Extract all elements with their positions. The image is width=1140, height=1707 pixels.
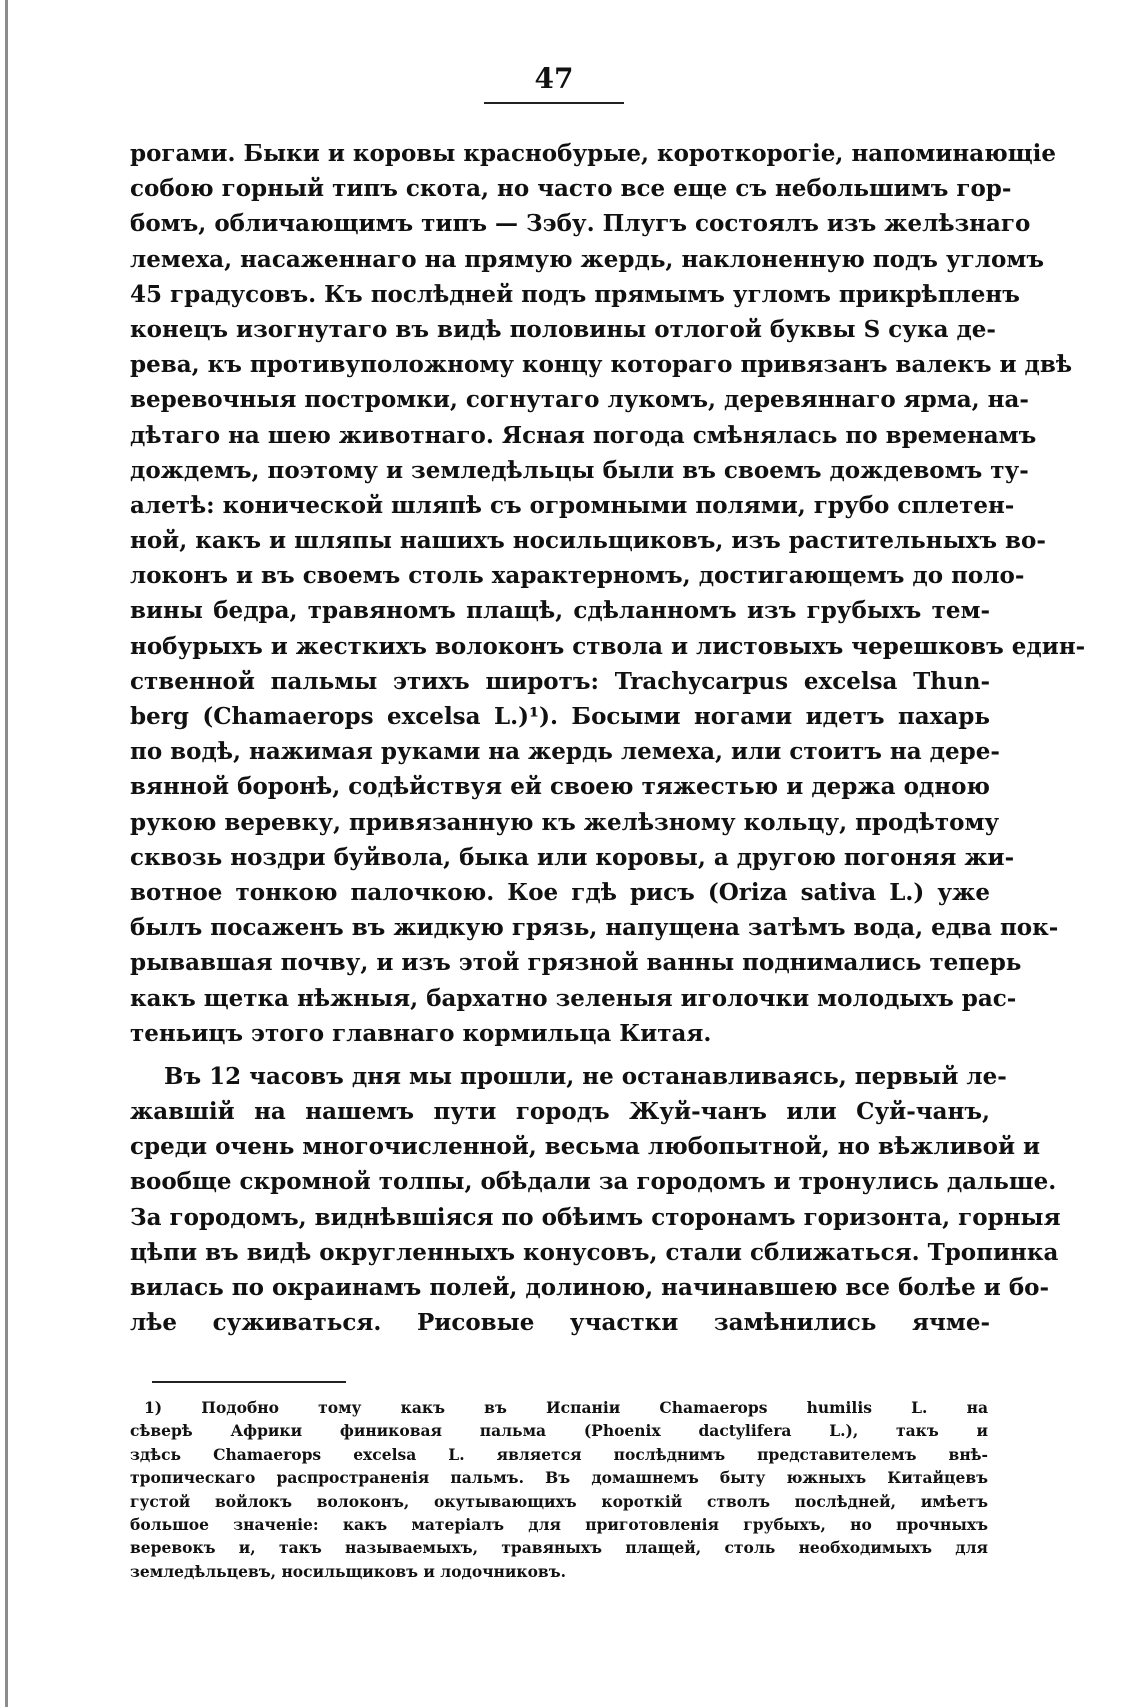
body-line: лѣе суживаться. Рисовые участки замѣнились ячме- <box>130 1309 990 1337</box>
page-number: 47 <box>534 62 574 95</box>
footnote-line: земледѣльцевъ, носильщиковъ и лодочниковъ. <box>130 1561 566 1581</box>
body-line: нобурыхъ и жесткихъ волоконъ ствола и листовыхъ черешковъ един- <box>130 632 1086 660</box>
body-line: по водѣ, нажимая руками на жердь лемеха, или стоитъ на дере- <box>130 738 1000 766</box>
body-line: былъ посаженъ въ жидкую грязь, напущена затѣмъ вода, едва пок- <box>130 914 1059 942</box>
body-line: алетѣ: конической шляпѣ съ огромными полями, грубо сплетен- <box>130 491 1015 519</box>
body-line: среди очень многочисленной, весьма любопытной, но вѣжливой и <box>130 1133 1041 1161</box>
body-line: За городомъ, виднѣвшіяся по обѣимъ сторонамъ горизонта, горныя <box>130 1203 1061 1231</box>
body-line-paragraph-end: теньицъ этого главнаго кормильца Китая. <box>130 1019 712 1047</box>
body-line: рывавшая почву, и изъ этой грязной ванны поднимались теперь <box>130 949 1022 977</box>
body-line: ной, какъ и шляпы нашихъ носильщиковъ, изъ растительныхъ во- <box>130 527 1046 555</box>
body-line: цѣпи въ видѣ округленныхъ конусовъ, стали сближаться. Тропинка <box>130 1238 1059 1266</box>
body-line: жавшій на нашемъ пути городъ Жуй-чанъ или Суй-чанъ, <box>130 1098 990 1126</box>
paragraph-gap <box>130 1051 990 1059</box>
footnote-line: веревокъ и, такъ называемыхъ, травяныхъ плащей, столь необходимыхъ для <box>130 1538 988 1558</box>
footnote-line: здѣсь Chamaerops excelsa L. является послѣднимъ представителемъ внѣ- <box>130 1444 988 1464</box>
body-line: веревочныя постромки, согнутаго лукомъ, деревяннаго ярма, на- <box>130 386 1029 414</box>
body-line: дѣтаго на шею животнаго. Ясная погода смѣнялась по временамъ <box>130 421 1037 449</box>
body-line: рева, къ противуположному концу котораго привязанъ валекъ и двѣ <box>130 351 1073 379</box>
footnote-line: сѣверѣ Африки финиковая пальма (Phoenix dactylifera L.), такъ и <box>130 1421 988 1441</box>
body-line: бомъ, обличающимъ типъ — Зэбу. Плугъ состоялъ изъ желѣзнаго <box>130 210 1031 238</box>
body-line: конецъ изогнутаго въ видѣ половины отлогой буквы S сука де- <box>130 315 996 343</box>
body-line: 45 градусовъ. Къ послѣдней подъ прямымъ угломъ прикрѣпленъ <box>130 280 1020 308</box>
body-line: собою горный типъ скота, но часто все еще съ небольшимъ гор- <box>130 175 1012 203</box>
footnote-line: 1) Подобно тому какъ въ Испаніи Chamaerops humilis L. на <box>144 1398 988 1417</box>
body-line-paragraph-start: Въ 12 часовъ дня мы прошли, не останавливаясь, первый ле- <box>164 1062 1007 1090</box>
body-line: дождемъ, поэтому и земледѣльцы были въ своемъ дождевомъ ту- <box>130 456 1029 484</box>
page-number-rule <box>484 102 624 104</box>
body-line: вилась по окраинамъ полей, долиною, начинавшею все болѣе и бо- <box>130 1274 1050 1301</box>
footnote <box>130 1396 988 1583</box>
body-line: рогами. Быки и коровы краснобурые, короткорогіе, напоминающіе <box>130 140 1056 167</box>
footnote-line: большое значеніе: какъ матеріалъ для приготовленія грубыхъ, но прочныхъ <box>130 1514 988 1534</box>
body-line: сквозь ноздри буйвола, быка или коровы, а другою погоняя жи- <box>130 843 1015 871</box>
body-line: berg (Chamaerops excelsa L.)¹). Босыми ногами идетъ пахарь <box>130 703 990 730</box>
body-line: локонъ и въ своемъ столь характерномъ, достигающемъ до поло- <box>130 562 1025 590</box>
footnote-line: густой войлокъ волоконъ, окутывающихъ короткій стволъ послѣдней, имѣетъ <box>130 1491 988 1511</box>
body-line: лемеха, насаженнаго на прямую жердь, наклоненную подъ угломъ <box>130 245 1044 273</box>
body-line: вянной боронѣ, содѣйствуя ей своею тяжестью и держа одною <box>130 773 990 801</box>
footnote-separator <box>152 1381 346 1383</box>
footnote-line: тропическаго распространенія пальмъ. Въ домашнемъ быту южныхъ Китайцевъ <box>130 1468 988 1488</box>
body-line: вины бедра, травяномъ плащѣ, сдѣланномъ изъ грубыхъ тем- <box>130 597 990 625</box>
body-line: какъ щетка нѣжныя, бархатно зеленыя иголочки молодыхъ рас- <box>130 984 1017 1012</box>
body-text <box>130 136 1086 1340</box>
body-line: ственной пальмы этихъ широтъ: Trachycarpus excelsa Thun- <box>130 667 990 695</box>
scan-edge-line <box>5 0 8 1707</box>
body-line: вотное тонкою палочкою. Кое гдѣ рисъ (Oriza sativa L.) уже <box>130 878 990 906</box>
body-line: рукою веревку, привязанную къ желѣзному кольцу, продѣтому <box>130 808 1000 836</box>
body-line: вообще скромной толпы, обѣдали за городомъ и тронулись дальше. <box>130 1168 1057 1196</box>
